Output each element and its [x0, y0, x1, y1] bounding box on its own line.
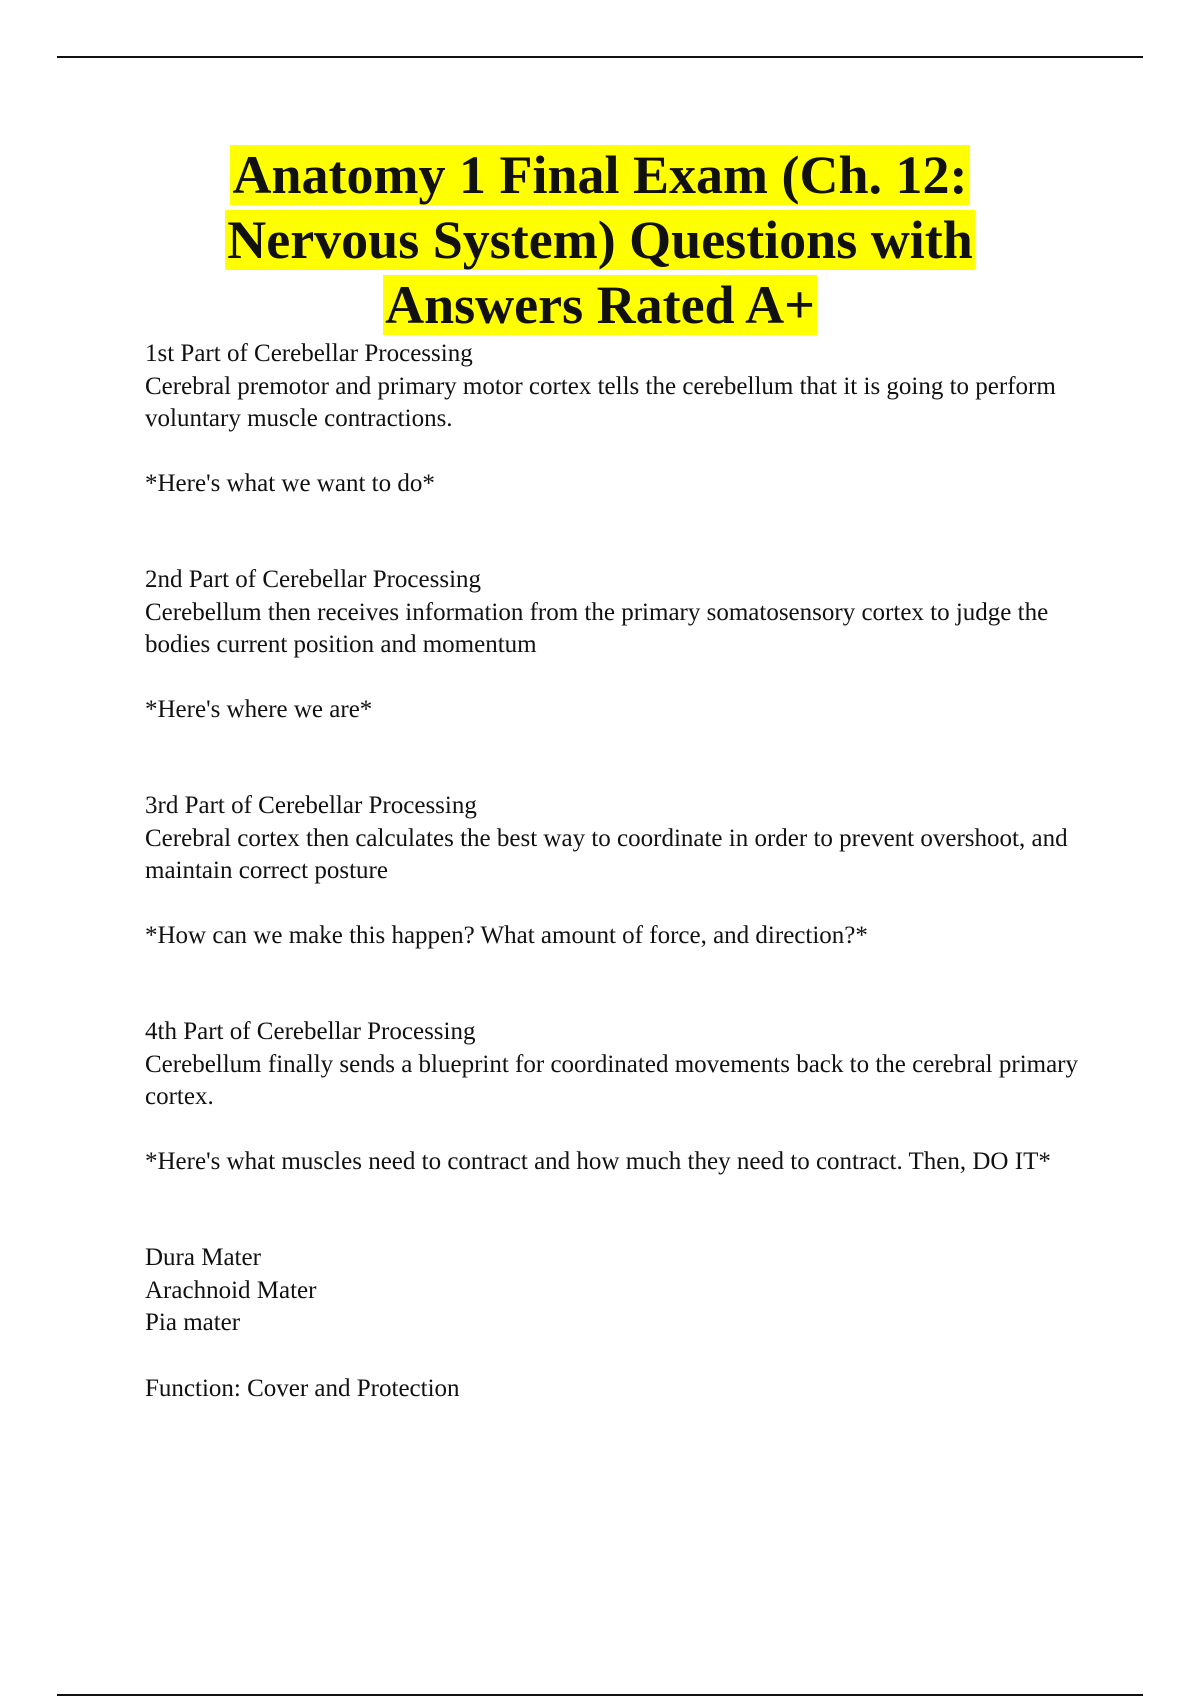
card-note: *How can we make this happen? What amount of force, and direction?* [145, 921, 868, 949]
card-note: *Here's where we are* [145, 695, 373, 723]
card-question: 1st Part of Cerebellar Processing [145, 340, 473, 367]
card-2 [145, 564, 1105, 726]
top-rule [57, 56, 1143, 58]
document-body [145, 338, 1105, 1405]
card-answer: Cerebellum finally sends a blueprint for coordinated movements back to the cerebral primary cortex. [145, 1050, 1079, 1110]
card-answer: Cerebral cortex then calculates the best way to coordinate in order to prevent overshoot, and maintain correct posture [145, 824, 1068, 884]
meninges-item: Dura Mater [145, 1244, 261, 1271]
card-question: 4th Part of Cerebellar Processing [145, 1018, 476, 1045]
meninges-function: Function: Cover and Protection [145, 1374, 460, 1402]
card-note: *Here's what muscles need to contract and how much they need to contract. Then, DO IT* [145, 1147, 1051, 1175]
card-5 [145, 1242, 1105, 1405]
card-question: 2nd Part of Cerebellar Processing [145, 566, 482, 593]
title-line-2: Nervous System) Questions with [227, 210, 973, 270]
card-4 [145, 1016, 1105, 1178]
meninges-item: Arachnoid Mater [145, 1276, 317, 1304]
card-question: 3rd Part of Cerebellar Processing [145, 792, 477, 819]
bottom-rule [57, 1694, 1143, 1696]
card-note: *Here's what we want to do* [145, 469, 435, 497]
meninges-item: Pia mater [145, 1309, 241, 1336]
title-line-1: Anatomy 1 Final Exam (Ch. 12: [232, 145, 968, 205]
document-title [0, 143, 1200, 338]
title-line-3: Answers Rated A+ [385, 275, 815, 335]
card-1 [145, 338, 1105, 500]
card-answer: Cerebral premotor and primary motor cortex tells the cerebellum that it is going to perform voluntary muscle contractions. [145, 372, 1056, 432]
card-answer: Cerebellum then receives information from the primary somatosensory cortex to judge the bodies current position and momentum [145, 598, 1049, 658]
card-3 [145, 790, 1105, 952]
